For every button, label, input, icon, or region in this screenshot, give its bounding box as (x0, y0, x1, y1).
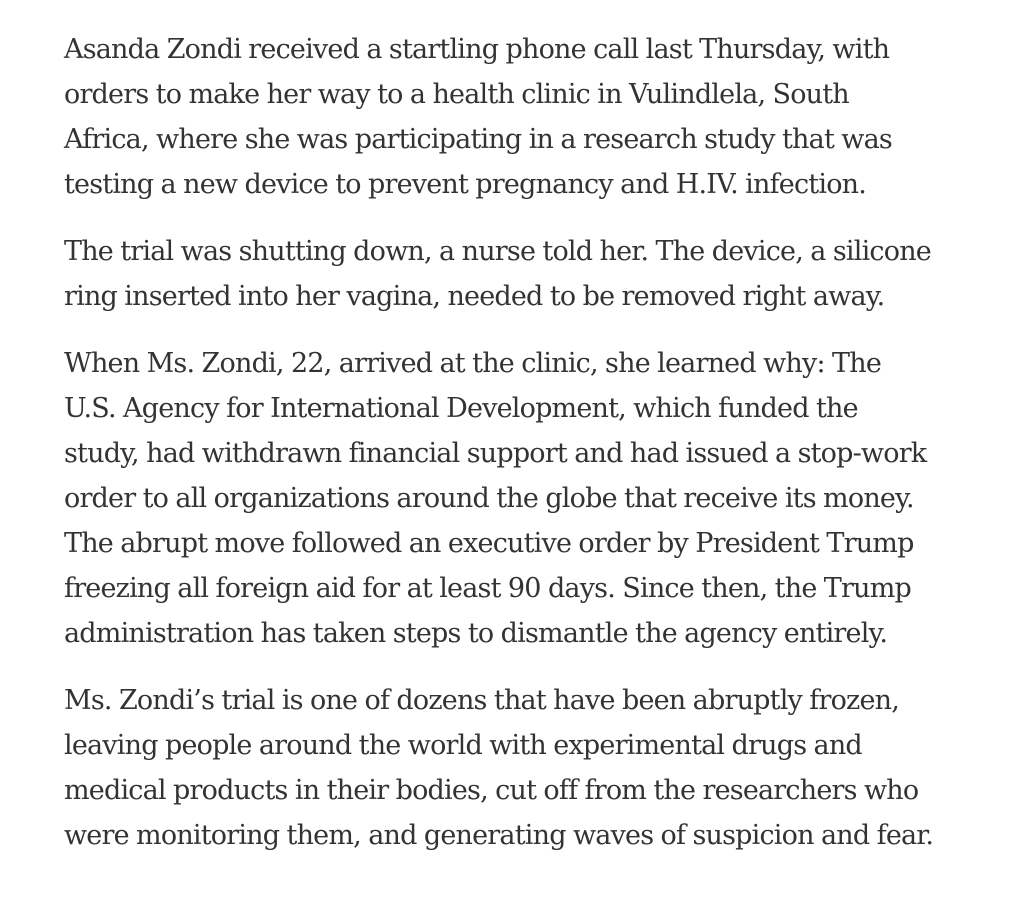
article-paragraph-1 (64, 27, 974, 207)
paragraph-line: medical products in their bodies, cut off from the researchers who (64, 775, 919, 806)
paragraph-line: When Ms. Zondi, 22, arrived at the clinic, she learned why: The (64, 348, 882, 379)
article-paragraph-4 (64, 678, 974, 858)
paragraph-line: U.S. Agency for International Development, which funded the (64, 393, 858, 424)
paragraph-line: study, had withdrawn financial support and had issued a stop-work (64, 438, 927, 469)
paragraph-line: leaving people around the world with experimental drugs and (64, 730, 862, 761)
paragraph-line: administration has taken steps to dismantle the agency entirely. (64, 618, 888, 649)
paragraph-line: The trial was shutting down, a nurse told her. The device, a silicone (64, 236, 931, 267)
article-body (64, 27, 974, 880)
paragraph-line: freezing all foreign aid for at least 90 days. Since then, the Trump (64, 573, 911, 604)
paragraph-line: Africa, where she was participating in a research study that was (64, 124, 892, 155)
paragraph-line: ring inserted into her vagina, needed to be removed right away. (64, 281, 885, 312)
article-paragraph-3 (64, 341, 974, 656)
paragraph-line: were monitoring them, and generating waves of suspicion and fear. (64, 820, 934, 851)
paragraph-line: Ms. Zondi’s trial is one of dozens that have been abruptly frozen, (64, 685, 899, 716)
paragraph-line: The abrupt move followed an executive order by President Trump (64, 528, 914, 559)
paragraph-line: testing a new device to prevent pregnancy and H.IV. infection. (64, 169, 867, 200)
paragraph-line: orders to make her way to a health clinic in Vulindlela, South (64, 79, 849, 110)
paragraph-line: order to all organizations around the globe that receive its money. (64, 483, 914, 514)
article-paragraph-2 (64, 229, 974, 319)
paragraph-line: Asanda Zondi received a startling phone call last Thursday, with (64, 34, 890, 65)
